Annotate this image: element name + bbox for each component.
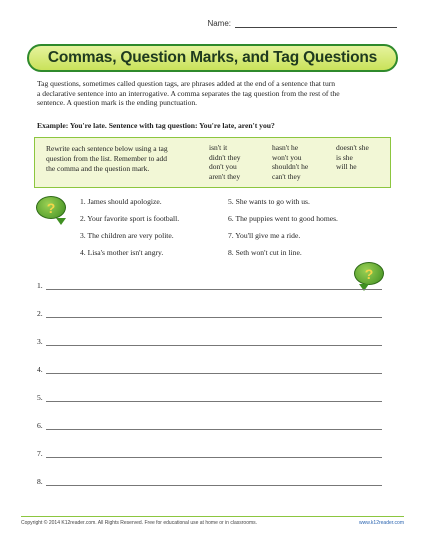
question-mark: ? [364, 265, 374, 282]
question-mark: ? [46, 199, 56, 216]
site-link[interactable]: www.k12reader.com [358, 520, 404, 526]
instructions [46, 144, 196, 174]
sentence-item: 6. The puppies went to good homes. [228, 214, 338, 223]
tag-item: aren't they [209, 171, 241, 181]
answer-number: 7. [37, 449, 43, 458]
instruction-line: question from the list. Remember to add [46, 154, 168, 163]
example-line: Example: You're late. Sentence with tag question: You're late, aren't you? [37, 121, 275, 130]
tag-item: is she [336, 152, 353, 162]
answer-row [37, 449, 382, 458]
sentence-item: 3. The children are very polite. [80, 231, 174, 240]
sentence-list-right [228, 197, 338, 265]
name-field [207, 19, 397, 28]
footer [21, 520, 404, 526]
tag-list-column-3 [336, 143, 369, 172]
tag-item: isn't it [209, 143, 228, 152]
answer-row [37, 393, 382, 402]
answer-number: 2. [37, 309, 43, 318]
tag-item: hasn't he [272, 143, 299, 152]
tag-list-column-1 [209, 143, 241, 181]
name-label: Name: [207, 19, 231, 28]
intro-line: a declarative sentence into an interrogative. A comma separates the tag question from the rest of the [37, 88, 340, 98]
question-bubble-icon [36, 196, 66, 219]
answer-line[interactable] [46, 366, 382, 374]
answer-line[interactable] [46, 394, 382, 402]
tag-item: won't you [272, 152, 302, 162]
instruction-line: Rewrite each sentence below using a tag [46, 144, 168, 153]
answer-row [37, 337, 382, 346]
answer-number: 4. [37, 365, 43, 374]
answer-line[interactable] [46, 450, 382, 458]
answer-row [37, 309, 382, 318]
tag-list-column-2 [272, 143, 308, 181]
answer-row [37, 281, 382, 290]
copyright-text: Copyright © 2014 K12reader.com. All Rights Reserved. Free for educational use at home or in classrooms. [21, 520, 258, 526]
answer-number: 5. [37, 393, 43, 402]
tag-item: didn't they [209, 152, 241, 162]
answer-number: 3. [37, 337, 43, 346]
answer-line[interactable] [46, 310, 382, 318]
tag-item: shouldn't he [272, 162, 309, 172]
footer-divider [21, 516, 404, 517]
tag-item: don't you [209, 162, 237, 172]
intro-line: sentence. A question mark is the ending punctuation. [37, 98, 198, 108]
sentence-item: 5. She wants to go with us. [228, 197, 310, 206]
sentence-list-left [80, 197, 179, 265]
tag-item: can't they [272, 171, 301, 181]
answer-row [37, 365, 382, 374]
sentence-item: 2. Your favorite sport is football. [80, 214, 180, 223]
intro-paragraph [37, 79, 389, 108]
instruction-box [34, 137, 391, 188]
answer-number: 1. [37, 281, 43, 290]
tag-item: doesn't she [336, 143, 369, 152]
answer-line[interactable] [46, 338, 382, 346]
intro-line: Tag questions, sometimes called question tags, are phrases added at the end of a sentence that turn [37, 79, 336, 88]
answer-row [37, 477, 382, 486]
instruction-line: the comma and the question mark. [46, 164, 150, 173]
answer-number: 6. [37, 421, 43, 430]
answer-line[interactable] [46, 282, 382, 290]
sentence-item: 4. Lisa's mother isn't angry. [80, 248, 164, 257]
answer-line[interactable] [46, 422, 382, 430]
tag-item: will he [336, 162, 357, 172]
page-title: Commas, Question Marks, and Tag Questions [47, 49, 378, 66]
sentence-item: 7. You'll give me a ride. [228, 231, 301, 240]
sentence-item: 8. Seth won't cut in line. [228, 248, 302, 257]
title-banner [27, 44, 398, 72]
answer-line[interactable] [46, 478, 382, 486]
name-line[interactable] [235, 20, 397, 28]
answer-number: 8. [37, 477, 43, 486]
answer-row [37, 421, 382, 430]
sentence-item: 1. James should apologize. [80, 197, 162, 206]
